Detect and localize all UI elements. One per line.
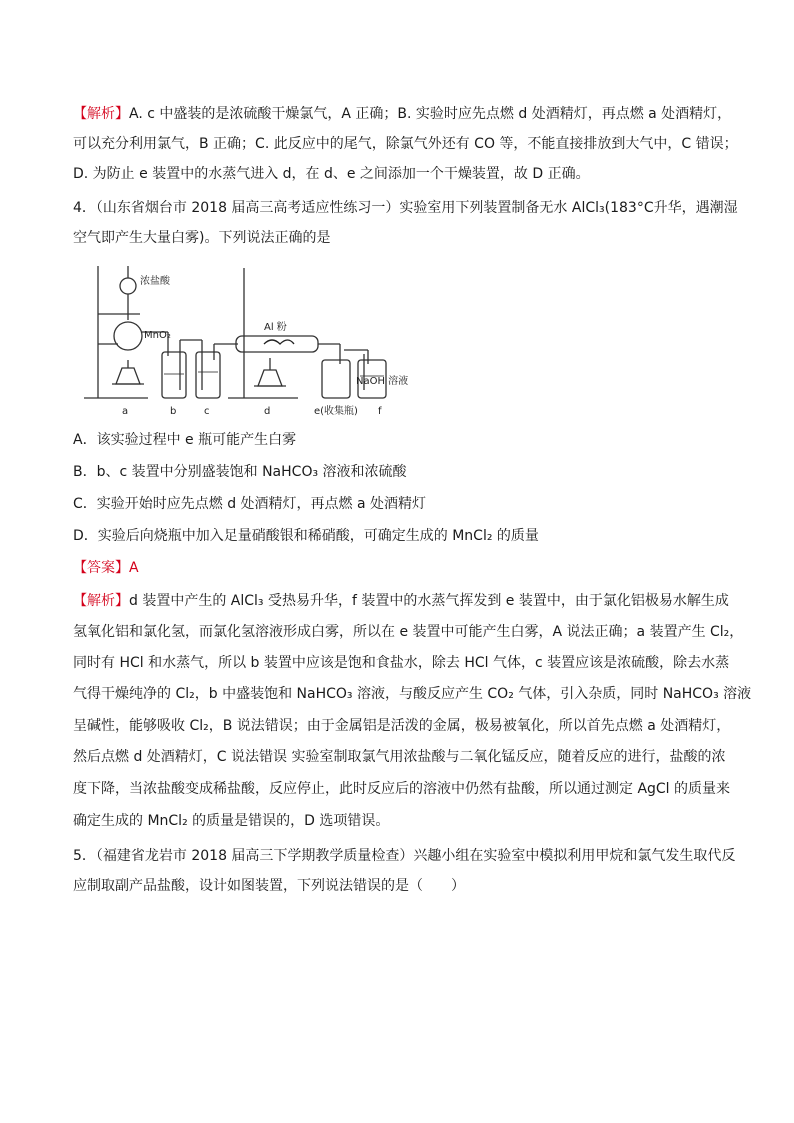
option-d: D．实验后向烧瓶中加入足量硝酸银和稀硝酸，可确定生成的 MnCl₂ 的质量 xyxy=(73,528,539,544)
analysis-4-line-6: 然后点燃 d 处酒精灯，C 说法错误 实验室制取氯气用浓盐酸与二氧化锰反应，随着反应的进行，盐酸的浓 xyxy=(73,749,726,765)
label-a: a xyxy=(122,406,129,417)
analysis-4-line-1: 【解析】d 装置中产生的 AlCl₃ 受热易升华，f 装置中的水蒸气挥发到 e 装置中，由于氯化铝极易水解生成 xyxy=(73,593,729,609)
analysis-3-line-2: 可以充分利用氯气，B 正确；C. 此反应中的尾气，除氯气外还有 CO 等，不能直接排放到大气中，C 错误； xyxy=(73,136,738,152)
label-e: e(收集瓶) xyxy=(314,406,358,417)
answer-tag: 【答案】 xyxy=(73,560,129,576)
analysis-3-line-3: D. 为防止 e 装置中的水蒸气进入 d，在 d、e 之间添加一个干燥装置，故 D 正确。 xyxy=(73,166,590,182)
label-concentrated-hcl: 浓盐酸 xyxy=(140,276,170,287)
option-b: B．b、c 装置中分别盛装饱和 NaHCO₃ 溶液和浓硫酸 xyxy=(73,464,407,480)
option-c: C．实验开始时应先点燃 d 处酒精灯，再点燃 a 处酒精灯 xyxy=(73,496,427,512)
answer-value: A xyxy=(129,560,139,576)
question-4-stem-line-2: 空气即产生大量白雾)。下列说法正确的是 xyxy=(73,230,331,246)
analysis-4-line-8: 确定生成的 MnCl₂ 的质量是错误的，D 选项错误。 xyxy=(73,813,390,829)
analysis-tag: 【解析】 xyxy=(73,593,129,609)
answer-line xyxy=(73,558,723,578)
analysis-3-line-1: 【解析】A. c 中盛装的是浓硫酸干燥氯气，A 正确；B. 实验时应先点燃 d 处酒精灯，再点燃 a 处酒精灯， xyxy=(73,106,732,122)
label-c: c xyxy=(204,406,210,417)
analysis-4-line-7: 度下降，当浓盐酸变成稀盐酸，反应停止，此时反应后的溶液中仍然有盐酸，所以通过测定 AgCl 的质量来 xyxy=(73,781,731,797)
analysis-4-line-2: 氢氧化铝和氯化氢，而氯化氢溶液形成白雾，所以在 e 装置中可能产生白雾，A 说法正确；a 装置产生 Cl₂， xyxy=(73,624,744,640)
question-5-stem-line-1: 5．（福建省龙岩市 2018 届高三下学期教学质量检查）兴趣小组在实验室中模拟利用甲烷和氯气发生取代反 xyxy=(73,848,736,864)
label-naoh-solution: NaOH 溶液 xyxy=(356,376,409,387)
question-4-stem-line-1: 4．（山东省烟台市 2018 届高三高考适应性练习一）实验室用下列装置制备无水 AlCl₃(183°C升华，遇潮湿 xyxy=(73,200,738,216)
label-d: d xyxy=(264,406,271,417)
analysis-tag: 【解析】 xyxy=(73,106,129,122)
label-al-powder: Al 粉 xyxy=(264,322,287,333)
apparatus-figure xyxy=(78,264,518,420)
analysis-4-line-5: 呈碱性，能够吸收 Cl₂，B 说法错误；由于金属铝是活泼的金属，极易被氧化，所以首先点燃 a 处酒精灯， xyxy=(73,718,731,734)
label-f: f xyxy=(378,406,382,417)
analysis-4-line-4: 气得干燥纯净的 Cl₂，b 中盛装饱和 NaHCO₃ 溶液，与酸反应产生 CO₂ 气体，引入杂质，同时 NaHCO₃ 溶液 xyxy=(73,686,752,702)
analysis-4-line-3: 同时有 HCl 和水蒸气，所以 b 装置中应该是饱和食盐水，除去 HCl 气体，c 装置应该是浓硫酸，除去水蒸 xyxy=(73,655,730,671)
label-b: b xyxy=(170,406,177,417)
label-mno2: MnO₂ xyxy=(144,330,171,341)
question-5-stem-line-2: 应制取副产品盐酸，设计如图装置，下列说法错误的是（ ） xyxy=(73,878,465,894)
option-a: A．该实验过程中 e 瓶可能产生白雾 xyxy=(73,432,297,448)
